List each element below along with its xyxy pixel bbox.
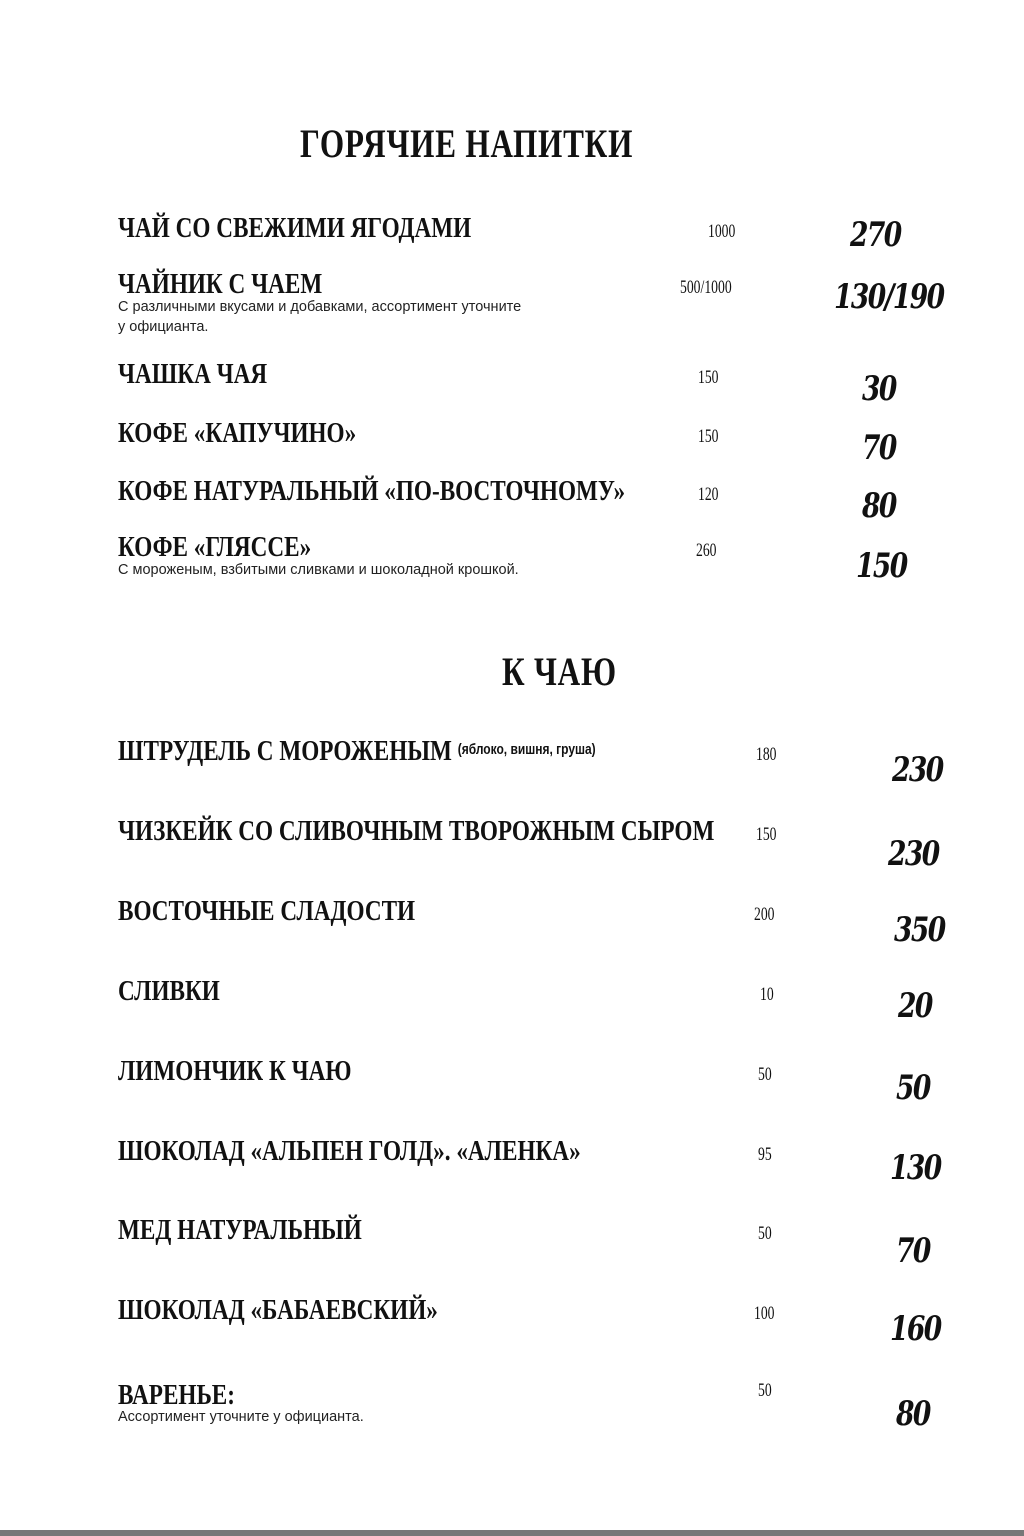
item-weight: 150 [756, 824, 777, 845]
item-weight: 500/1000 [680, 277, 732, 298]
item-price: 350 [894, 910, 945, 950]
item-weight: 180 [756, 744, 777, 765]
section-title-hot-drinks: ГОРЯЧИЕ НАПИТКИ [300, 121, 634, 166]
item-weight: 100 [754, 1303, 775, 1324]
item-name: СЛИВКИ [118, 975, 220, 1007]
item-description [118, 297, 521, 337]
item-price: 50 [896, 1068, 930, 1108]
item-name: ЧАЙНИК С ЧАЕМ [118, 268, 323, 300]
item-name: ШОКОЛАД «АЛЬПЕН ГОЛД». «АЛЕНКА» [118, 1135, 581, 1167]
item-price: 70 [896, 1231, 930, 1271]
item-price: 150 [856, 546, 907, 586]
item-description-line: Ассортимент уточните у официанта. [118, 1409, 364, 1425]
item-description [118, 560, 519, 580]
item-name: МЕД НАТУРАЛЬНЫЙ [118, 1214, 362, 1246]
item-name [118, 737, 596, 766]
item-price: 160 [890, 1309, 941, 1349]
item-weight: 150 [698, 367, 719, 388]
item-price: 20 [898, 986, 932, 1026]
item-name: ВАРЕНЬЕ: [118, 1379, 235, 1411]
item-name: ВОСТОЧНЫЕ СЛАДОСТИ [118, 895, 416, 927]
item-weight: 50 [758, 1064, 772, 1085]
item-weight: 1000 [708, 221, 736, 242]
item-name: ЧИЗКЕЙК СО СЛИВОЧНЫМ ТВОРОЖНЫМ СЫРОМ [118, 815, 715, 847]
bottom-edge-divider [0, 1530, 1024, 1536]
item-price: 70 [862, 428, 896, 468]
item-weight: 200 [754, 904, 775, 925]
item-name: КОФЕ НАТУРАЛЬНЫЙ «ПО-ВОСТОЧНОМУ» [118, 475, 626, 507]
item-weight: 150 [698, 426, 719, 447]
item-name: КОФЕ «КАПУЧИНО» [118, 417, 357, 449]
item-price: 80 [896, 1394, 930, 1434]
item-price: 230 [892, 750, 943, 790]
item-name: КОФЕ «ГЛЯССЕ» [118, 531, 312, 563]
item-name: ЛИМОНЧИК К ЧАЮ [118, 1055, 352, 1087]
section-title-to-tea: К ЧАЮ [502, 649, 617, 694]
item-price: 270 [850, 215, 901, 255]
item-weight: 120 [698, 484, 719, 505]
item-weight: 95 [758, 1144, 772, 1165]
item-name: ЧАШКА ЧАЯ [118, 358, 268, 390]
item-weight: 10 [760, 984, 774, 1005]
item-price: 80 [862, 486, 896, 526]
item-price: 30 [862, 369, 896, 409]
item-description-line: С различными вкусами и добавками, ассортимент уточните [118, 299, 522, 315]
item-description [118, 1407, 364, 1427]
item-name: ШОКОЛАД «БАБАЕВСКИЙ» [118, 1294, 438, 1326]
item-weight: 260 [696, 540, 717, 561]
item-name: ЧАЙ СО СВЕЖИМИ ЯГОДАМИ [118, 212, 472, 244]
item-weight: 50 [758, 1223, 772, 1244]
item-description-line: С мороженым, взбитыми сливками и шоколадной крошкой. [118, 562, 519, 578]
item-price: 130 [890, 1148, 941, 1188]
item-price: 130/190 [834, 277, 944, 317]
item-description-line: у официанта. [118, 319, 209, 335]
item-price: 230 [888, 834, 939, 874]
item-weight: 50 [758, 1380, 772, 1401]
item-name-text: ШТРУДЕЛЬ С МОРОЖЕНЫМ [118, 735, 452, 767]
item-name-note: (яблоко, вишня, груша) [457, 741, 596, 758]
